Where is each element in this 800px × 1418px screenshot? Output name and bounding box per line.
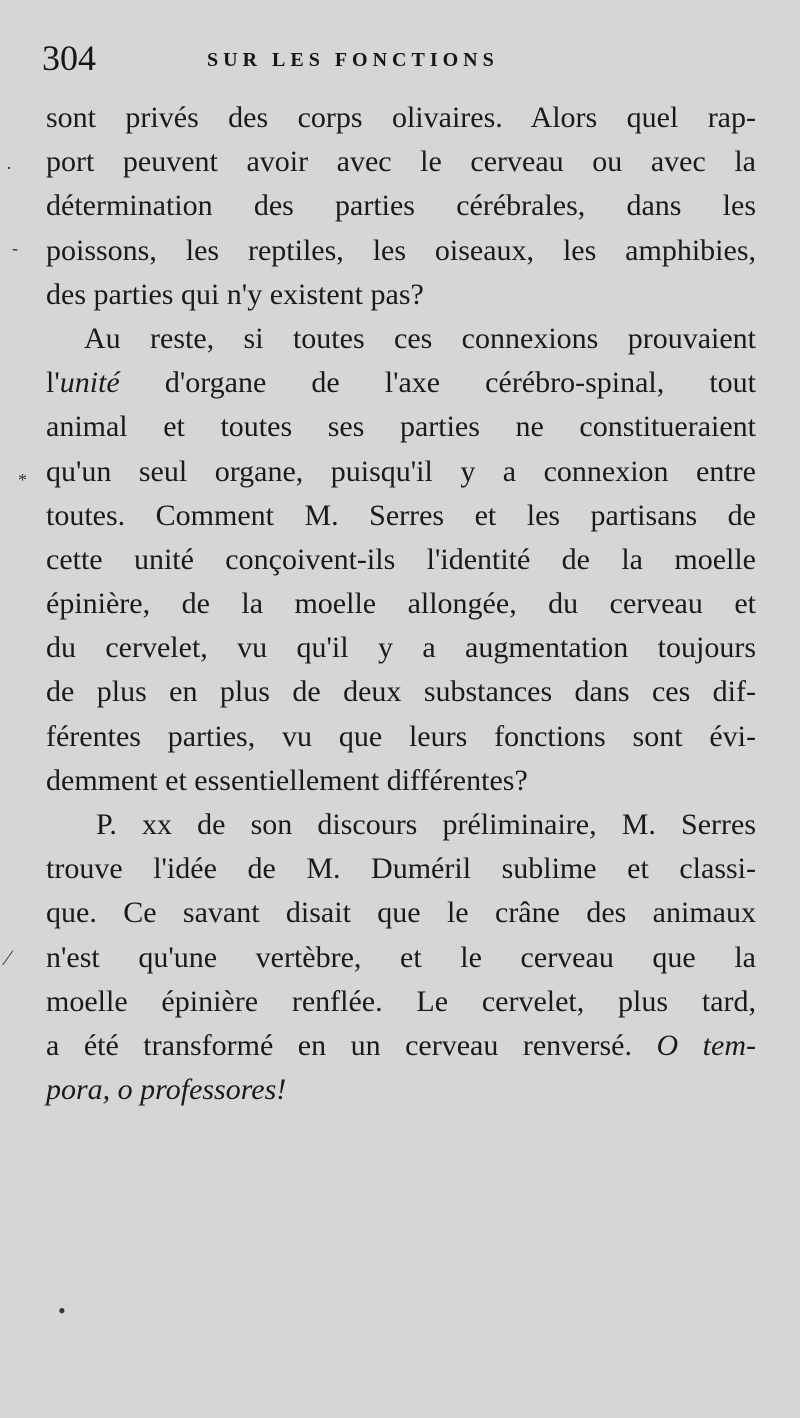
text-line: qu'un seul organe, puisqu'il y a connexion entre bbox=[46, 454, 756, 488]
page-header bbox=[42, 38, 762, 88]
text-line: poissons, les reptiles, les oiseaux, les amphibies, bbox=[46, 233, 756, 267]
italic-latin: O tem- bbox=[656, 1028, 756, 1062]
italic-latin: pora, o professores! bbox=[46, 1073, 287, 1107]
margin-speck: • bbox=[58, 1298, 66, 1323]
text-line: toutes. Comment M. Serres et les partisans de bbox=[46, 498, 756, 532]
text-line bbox=[46, 1024, 756, 1068]
text-line: cette unité conçoivent-ils l'identité de la moelle bbox=[46, 542, 756, 576]
text-line: férentes parties, vu que leurs fonctions sont évi- bbox=[46, 719, 756, 753]
text-line: port peuvent avoir avec le cerveau ou avec la bbox=[46, 145, 756, 179]
margin-speck: * bbox=[18, 470, 27, 490]
text-line: P. xx de son discours préliminaire, M. Serres bbox=[96, 808, 756, 841]
text-line: trouve l'idée de M. Duméril sublime et classi- bbox=[46, 852, 756, 886]
text-fragment: l' bbox=[46, 366, 60, 400]
text-line: que. Ce savant disait que le crâne des animaux bbox=[46, 896, 756, 930]
text-line: n'est qu'une vertèbre, et le cerveau que la bbox=[46, 940, 756, 974]
text-line bbox=[46, 1068, 756, 1112]
text-fragment: d'organe de l'axe cérébro-spinal, tout bbox=[119, 366, 756, 400]
text-line: animal et toutes ses parties ne constitueraient bbox=[46, 410, 756, 444]
margin-speck: ⁄ bbox=[6, 945, 10, 970]
text-line: détermination des parties cérébrales, dans les bbox=[46, 189, 756, 223]
text-line: sont privés des corps olivaires. Alors quel rap- bbox=[46, 101, 756, 134]
running-title: SUR LES FONCTIONS bbox=[207, 49, 499, 71]
italic-term: unité bbox=[59, 366, 120, 400]
text-fragment: a été transformé en un cerveau renversé. bbox=[46, 1028, 657, 1062]
text-line: de plus en plus de deux substances dans ces dif- bbox=[46, 675, 756, 709]
text-line bbox=[46, 361, 756, 405]
text-line: épinière, de la moelle allongée, du cerveau et bbox=[46, 587, 756, 621]
margin-speck: - bbox=[12, 238, 18, 258]
page-number: 304 bbox=[42, 38, 96, 78]
text-line: Au reste, si toutes ces connexions prouvaient bbox=[84, 321, 756, 355]
text-line: du cervelet, vu qu'il y a augmentation toujours bbox=[46, 631, 756, 665]
body-text bbox=[46, 96, 756, 1112]
text-line: moelle épinière renflée. Le cervelet, plus tard, bbox=[46, 984, 756, 1018]
margin-speck: · bbox=[6, 158, 12, 178]
text-line: des parties qui n'y existent pas? bbox=[46, 277, 424, 311]
text-line: demment et essentiellement différentes? bbox=[46, 763, 528, 797]
